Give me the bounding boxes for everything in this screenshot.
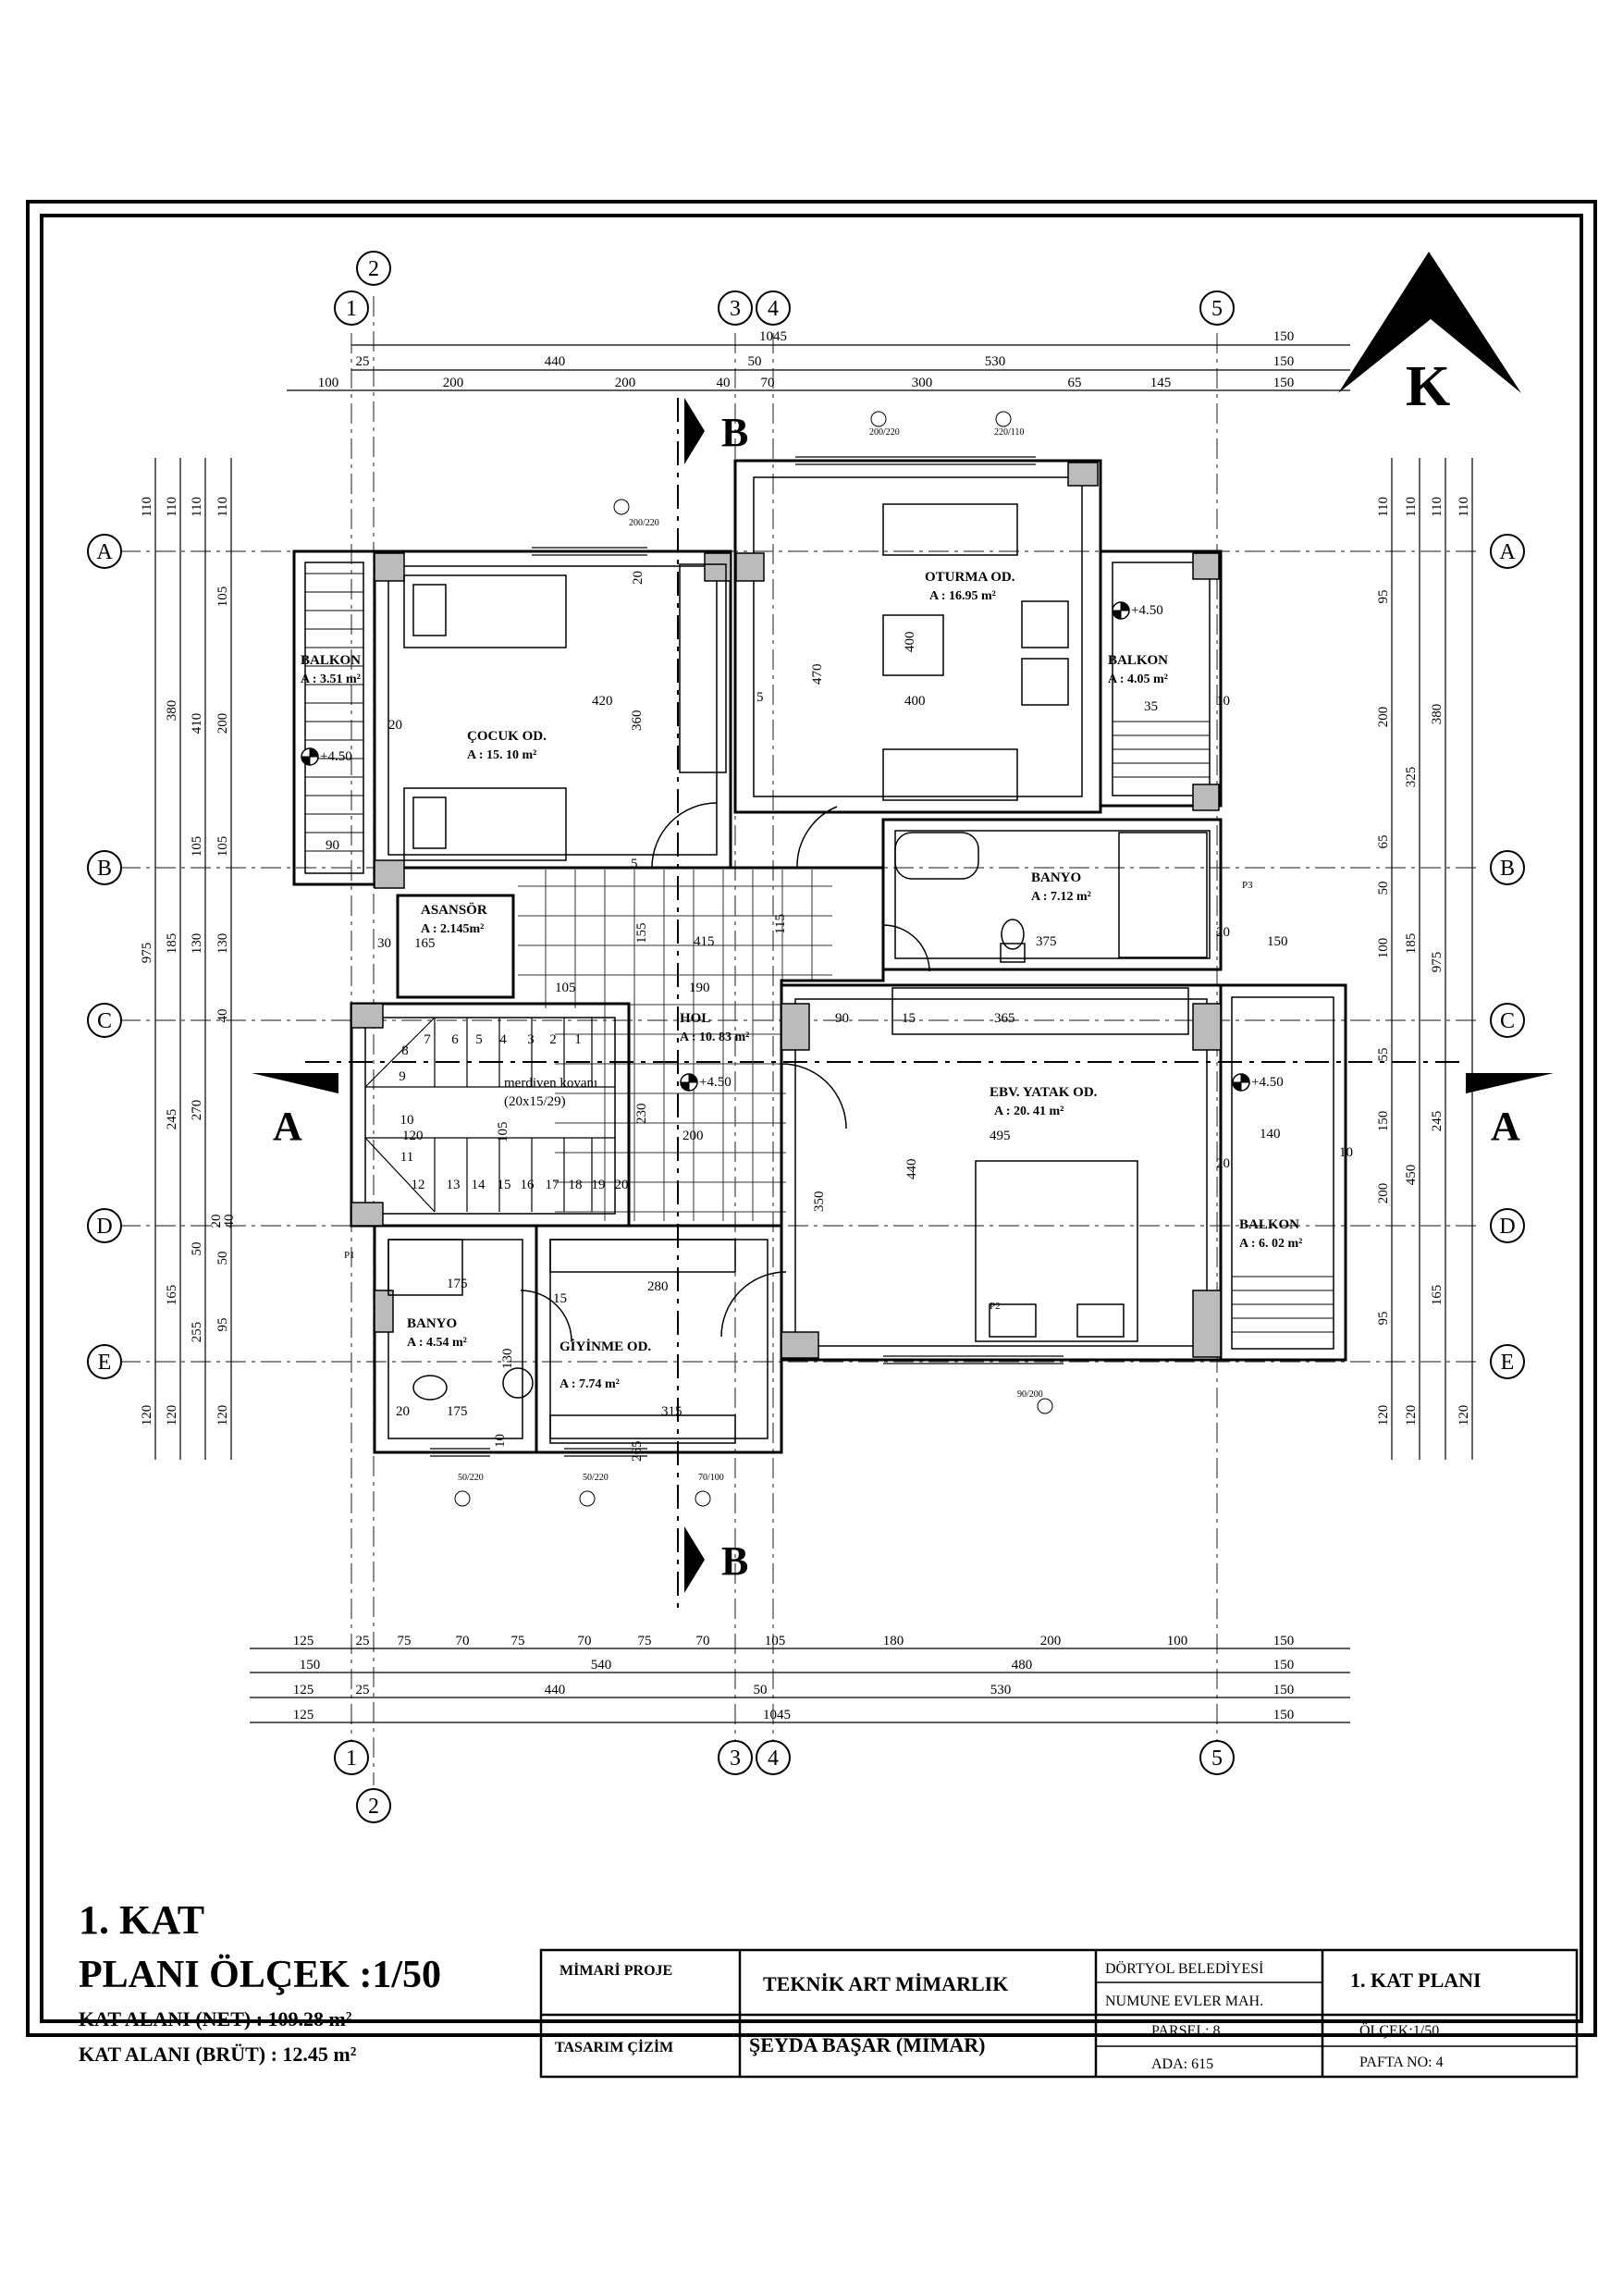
svg-text:100: 100 bbox=[317, 376, 339, 390]
room-name-giyinme: GİYİNME OD. bbox=[559, 1339, 652, 1354]
north-arrow-icon bbox=[1338, 252, 1521, 418]
svg-text:175: 175 bbox=[447, 1404, 468, 1419]
svg-text:110: 110 bbox=[215, 497, 230, 517]
svg-text:200: 200 bbox=[1039, 1634, 1062, 1648]
svg-text:150: 150 bbox=[1267, 934, 1288, 949]
room-name-balkon-nw: BALKON bbox=[301, 653, 362, 668]
room-name-ebv: EBV. YATAK OD. bbox=[990, 1085, 1098, 1100]
svg-text:185: 185 bbox=[1404, 932, 1419, 955]
svg-text:P1: P1 bbox=[344, 1250, 355, 1261]
svg-text:95: 95 bbox=[1376, 1311, 1391, 1326]
svg-text:E: E bbox=[1500, 1351, 1515, 1375]
svg-text:19: 19 bbox=[591, 1178, 606, 1192]
svg-text:265: 265 bbox=[630, 1440, 645, 1462]
svg-text:110: 110 bbox=[165, 497, 179, 517]
room-area-ebv: A : 20. 41 m² bbox=[994, 1105, 1064, 1118]
svg-text:20: 20 bbox=[209, 1214, 224, 1228]
svg-text:90: 90 bbox=[835, 1011, 849, 1026]
svg-text:450: 450 bbox=[1404, 1164, 1419, 1186]
room-area-hol: A : 10. 83 m² bbox=[680, 1031, 750, 1044]
svg-text:200: 200 bbox=[682, 1129, 704, 1143]
svg-text:ÖLÇEK:1/50: ÖLÇEK:1/50 bbox=[1359, 2023, 1440, 2039]
balcony-hatching bbox=[305, 574, 1334, 1332]
svg-text:8: 8 bbox=[401, 1043, 409, 1058]
svg-text:130: 130 bbox=[215, 932, 230, 955]
svg-text:95: 95 bbox=[1376, 589, 1391, 604]
svg-text:+4.50: +4.50 bbox=[1131, 603, 1163, 618]
svg-text:50: 50 bbox=[190, 1241, 204, 1256]
svg-text:120: 120 bbox=[1457, 1404, 1471, 1426]
svg-text:150: 150 bbox=[1273, 329, 1295, 344]
svg-text:110: 110 bbox=[190, 497, 204, 517]
svg-text:2: 2 bbox=[368, 257, 379, 281]
closet-dressing bbox=[550, 1240, 735, 1272]
svg-text:420: 420 bbox=[592, 694, 613, 709]
svg-text:1045: 1045 bbox=[759, 329, 787, 344]
svg-text:75: 75 bbox=[397, 1634, 412, 1648]
room-name-hol: HOL bbox=[680, 1011, 711, 1026]
wardrobe-kid bbox=[680, 564, 726, 772]
svg-text:25: 25 bbox=[355, 1683, 370, 1697]
svg-text:40: 40 bbox=[222, 1214, 237, 1228]
svg-text:155: 155 bbox=[634, 922, 649, 944]
svg-text:110: 110 bbox=[1430, 497, 1445, 517]
svg-text:C: C bbox=[1499, 1009, 1516, 1033]
section-a-left-marker bbox=[252, 1073, 338, 1149]
svg-text:245: 245 bbox=[1430, 1110, 1445, 1132]
svg-text:120: 120 bbox=[402, 1129, 424, 1143]
svg-text:400: 400 bbox=[904, 694, 926, 709]
svg-text:A: A bbox=[96, 540, 113, 564]
title-block-texts bbox=[555, 1960, 1482, 2072]
svg-text:3: 3 bbox=[730, 297, 741, 321]
svg-text:100: 100 bbox=[1166, 1634, 1188, 1648]
bathtub bbox=[895, 833, 978, 879]
svg-text:B: B bbox=[721, 1538, 749, 1584]
svg-text:TASARIM ÇİZİM: TASARIM ÇİZİM bbox=[555, 2040, 674, 2055]
svg-text:55: 55 bbox=[1376, 1047, 1391, 1062]
svg-text:470: 470 bbox=[810, 663, 825, 685]
svg-text:A: A bbox=[273, 1104, 302, 1149]
svg-text:150: 150 bbox=[1273, 1683, 1295, 1697]
svg-text:P3: P3 bbox=[1242, 880, 1253, 891]
svg-text:1: 1 bbox=[574, 1032, 582, 1047]
svg-text:C: C bbox=[96, 1009, 113, 1033]
svg-text:975: 975 bbox=[140, 942, 154, 964]
svg-text:65: 65 bbox=[1376, 834, 1391, 849]
svg-text:K: K bbox=[1406, 355, 1451, 418]
svg-text:360: 360 bbox=[630, 710, 645, 731]
svg-text:440: 440 bbox=[544, 354, 566, 369]
svg-text:P2: P2 bbox=[990, 1301, 1001, 1312]
svg-text:9: 9 bbox=[399, 1069, 406, 1084]
svg-text:TEKNİK ART MİMARLIK: TEKNİK ART MİMARLIK bbox=[763, 1972, 1009, 1995]
room-name-oturma: OTURMA OD. bbox=[925, 570, 1015, 585]
svg-text:255: 255 bbox=[190, 1321, 204, 1343]
svg-text:480: 480 bbox=[1011, 1658, 1033, 1673]
svg-text:50/220: 50/220 bbox=[458, 1473, 484, 1483]
svg-text:150: 150 bbox=[1273, 1658, 1295, 1673]
room-area-banyo-s: A : 4.54 m² bbox=[407, 1336, 467, 1350]
room-area-balkon-ne: A : 4.05 m² bbox=[1108, 673, 1168, 686]
svg-text:B: B bbox=[96, 857, 113, 881]
svg-text:440: 440 bbox=[904, 1158, 919, 1179]
svg-text:5: 5 bbox=[1211, 297, 1223, 321]
svg-text:10: 10 bbox=[493, 1434, 508, 1448]
svg-text:D: D bbox=[1499, 1215, 1516, 1239]
svg-text:D: D bbox=[96, 1215, 113, 1239]
double-bed bbox=[976, 1161, 1137, 1341]
section-b-top-marker bbox=[684, 398, 748, 464]
top-dimension-texts bbox=[318, 329, 1295, 390]
svg-text:365: 365 bbox=[994, 1011, 1015, 1026]
svg-text:5: 5 bbox=[631, 857, 638, 871]
svg-text:115: 115 bbox=[773, 914, 788, 934]
svg-text:400: 400 bbox=[903, 631, 917, 652]
bottom-dimension-lines bbox=[250, 1648, 1350, 1722]
svg-text:125: 125 bbox=[292, 1634, 314, 1648]
room-name-merdiven: merdiven kovanı bbox=[504, 1076, 598, 1091]
svg-text:10: 10 bbox=[400, 1113, 414, 1128]
svg-text:PARSEL: 8: PARSEL: 8 bbox=[1151, 2023, 1221, 2039]
svg-text:15: 15 bbox=[553, 1291, 567, 1306]
right-dimension-texts bbox=[1376, 497, 1471, 1426]
svg-text:6: 6 bbox=[451, 1032, 459, 1047]
svg-text:25: 25 bbox=[355, 354, 370, 369]
room-name-banyo-s: BANYO bbox=[407, 1316, 458, 1331]
svg-text:4: 4 bbox=[499, 1032, 507, 1047]
bottom-dimension-texts bbox=[293, 1634, 1295, 1722]
svg-text:11: 11 bbox=[400, 1150, 414, 1165]
toilet-n bbox=[1002, 920, 1024, 949]
svg-text:175: 175 bbox=[447, 1277, 468, 1291]
svg-text:70: 70 bbox=[455, 1634, 470, 1648]
svg-text:200/220: 200/220 bbox=[869, 427, 900, 438]
svg-text:50: 50 bbox=[1376, 881, 1391, 895]
svg-text:415: 415 bbox=[694, 934, 715, 949]
svg-text:200: 200 bbox=[1376, 1182, 1391, 1204]
svg-text:4: 4 bbox=[768, 1747, 779, 1771]
svg-text:105: 105 bbox=[215, 835, 230, 858]
svg-text:+4.50: +4.50 bbox=[1251, 1075, 1284, 1090]
svg-text:110: 110 bbox=[140, 497, 154, 517]
svg-text:5: 5 bbox=[756, 690, 764, 705]
svg-text:165: 165 bbox=[1430, 1284, 1445, 1306]
svg-text:130: 130 bbox=[500, 1348, 515, 1369]
svg-text:325: 325 bbox=[1404, 766, 1419, 788]
svg-text:NUMUNE EVLER MAH.: NUMUNE EVLER MAH. bbox=[1105, 1994, 1264, 2009]
svg-text:MİMARİ PROJE: MİMARİ PROJE bbox=[559, 1963, 673, 1979]
furniture bbox=[388, 504, 1207, 1443]
svg-text:145: 145 bbox=[1150, 376, 1172, 390]
room-name-balkon-ne: BALKON bbox=[1108, 653, 1169, 668]
svg-text:90/200: 90/200 bbox=[1017, 1389, 1043, 1400]
svg-text:130: 130 bbox=[190, 932, 204, 955]
svg-text:1. KAT PLANI: 1. KAT PLANI bbox=[1350, 1969, 1482, 1992]
bed-bottom bbox=[404, 788, 566, 860]
svg-text:20: 20 bbox=[396, 1404, 410, 1419]
svg-text:10: 10 bbox=[1216, 694, 1230, 709]
left-dimension-lines bbox=[155, 458, 231, 1460]
gross-area: KAT ALANI (BRÜT) : 12.45 m² bbox=[79, 2043, 357, 2066]
svg-text:ŞEYDA BAŞAR (MİMAR): ŞEYDA BAŞAR (MİMAR) bbox=[749, 2033, 986, 2056]
stair-step-numbers bbox=[399, 1032, 628, 1192]
svg-text:5: 5 bbox=[1211, 1747, 1223, 1771]
room-area-giyinme: A : 7.74 m² bbox=[559, 1377, 620, 1391]
svg-text:3: 3 bbox=[527, 1032, 535, 1047]
svg-text:15: 15 bbox=[902, 1011, 916, 1026]
svg-text:70: 70 bbox=[760, 376, 775, 390]
sofa-top bbox=[883, 504, 1017, 555]
svg-text:A: A bbox=[1491, 1104, 1520, 1149]
room-name-banyo-n: BANYO bbox=[1031, 870, 1082, 885]
svg-text:410: 410 bbox=[190, 712, 204, 734]
svg-text:200/220: 200/220 bbox=[629, 518, 659, 528]
left-dimension-texts bbox=[140, 497, 237, 1426]
svg-text:150: 150 bbox=[1273, 1708, 1295, 1722]
svg-text:+4.50: +4.50 bbox=[320, 749, 352, 764]
svg-text:200: 200 bbox=[614, 376, 636, 390]
svg-text:120: 120 bbox=[1376, 1404, 1391, 1426]
svg-text:5: 5 bbox=[475, 1032, 483, 1047]
svg-text:1: 1 bbox=[346, 1747, 357, 1771]
svg-text:380: 380 bbox=[1430, 703, 1445, 725]
windows bbox=[430, 457, 1064, 1456]
svg-text:50: 50 bbox=[215, 1251, 230, 1265]
svg-text:165: 165 bbox=[165, 1284, 179, 1306]
svg-text:35: 35 bbox=[1144, 699, 1158, 714]
svg-text:20: 20 bbox=[1216, 925, 1230, 940]
svg-text:530: 530 bbox=[984, 354, 1006, 369]
svg-text:100: 100 bbox=[1376, 937, 1391, 959]
room-area-balkon-e: A : 6. 02 m² bbox=[1239, 1237, 1303, 1251]
walls bbox=[294, 461, 1346, 1452]
door-swings bbox=[521, 803, 929, 1341]
svg-text:375: 375 bbox=[1036, 934, 1057, 949]
svg-text:150: 150 bbox=[299, 1658, 321, 1673]
svg-text:12: 12 bbox=[411, 1178, 425, 1192]
svg-text:ADA: 615: ADA: 615 bbox=[1151, 2056, 1214, 2072]
bed-top bbox=[404, 575, 566, 648]
room-area-balkon-nw: A : 3.51 m² bbox=[301, 673, 361, 686]
svg-text:B: B bbox=[1499, 857, 1516, 881]
room-name-cocuk: ÇOCUK OD. bbox=[467, 729, 547, 744]
svg-text:B: B bbox=[721, 410, 749, 455]
svg-text:70: 70 bbox=[695, 1634, 710, 1648]
svg-text:75: 75 bbox=[637, 1634, 652, 1648]
svg-text:120: 120 bbox=[1404, 1404, 1419, 1426]
svg-text:350: 350 bbox=[812, 1191, 827, 1212]
svg-text:245: 245 bbox=[165, 1108, 179, 1130]
svg-text:120: 120 bbox=[165, 1404, 179, 1426]
room-area-asansor: A : 2.145m² bbox=[421, 922, 485, 936]
svg-text:90: 90 bbox=[326, 838, 339, 853]
svg-text:1045: 1045 bbox=[763, 1708, 791, 1722]
svg-text:105: 105 bbox=[496, 1121, 510, 1142]
svg-text:14: 14 bbox=[471, 1178, 486, 1192]
svg-text:120: 120 bbox=[215, 1404, 230, 1426]
svg-text:540: 540 bbox=[590, 1658, 612, 1673]
toilet-s bbox=[413, 1376, 447, 1400]
svg-text:380: 380 bbox=[165, 699, 179, 722]
svg-text:230: 230 bbox=[634, 1103, 649, 1124]
svg-text:495: 495 bbox=[990, 1129, 1011, 1143]
svg-text:105: 105 bbox=[215, 586, 230, 608]
svg-text:185: 185 bbox=[165, 932, 179, 955]
sofa-bottom bbox=[883, 749, 1017, 800]
svg-text:125: 125 bbox=[292, 1708, 314, 1722]
svg-text:440: 440 bbox=[544, 1683, 566, 1697]
svg-text:110: 110 bbox=[1376, 497, 1391, 517]
svg-text:200: 200 bbox=[442, 376, 464, 390]
svg-text:40: 40 bbox=[716, 376, 731, 390]
svg-text:17: 17 bbox=[545, 1178, 559, 1192]
svg-text:75: 75 bbox=[510, 1634, 525, 1648]
svg-text:50/220: 50/220 bbox=[583, 1473, 609, 1483]
svg-text:70/100: 70/100 bbox=[698, 1473, 724, 1483]
room-area-banyo-n: A : 7.12 m² bbox=[1031, 890, 1091, 904]
svg-text:95: 95 bbox=[215, 1317, 230, 1332]
room-name-asansor: ASANSÖR bbox=[421, 903, 487, 918]
svg-text:270: 270 bbox=[190, 1099, 204, 1121]
svg-text:165: 165 bbox=[414, 936, 436, 951]
svg-text:25: 25 bbox=[355, 1634, 370, 1648]
room-area-oturma: A : 16.95 m² bbox=[929, 589, 996, 603]
svg-text:1: 1 bbox=[346, 297, 357, 321]
title-line1: 1. KAT bbox=[79, 1897, 205, 1943]
svg-text:DÖRTYOL BELEDİYESİ: DÖRTYOL BELEDİYESİ bbox=[1105, 1961, 1264, 1977]
svg-text:20: 20 bbox=[388, 718, 402, 733]
svg-text:7: 7 bbox=[424, 1032, 431, 1047]
svg-text:220/110: 220/110 bbox=[994, 427, 1025, 438]
svg-text:PAFTA NO: 4: PAFTA NO: 4 bbox=[1359, 2055, 1444, 2070]
svg-text:125: 125 bbox=[292, 1683, 314, 1697]
svg-text:300: 300 bbox=[911, 376, 933, 390]
svg-text:65: 65 bbox=[1067, 376, 1082, 390]
svg-text:30: 30 bbox=[377, 936, 391, 951]
svg-text:2: 2 bbox=[549, 1032, 557, 1047]
svg-text:3: 3 bbox=[730, 1747, 741, 1771]
svg-text:A: A bbox=[1499, 540, 1516, 564]
svg-text:150: 150 bbox=[1273, 354, 1295, 369]
svg-text:110: 110 bbox=[1457, 497, 1471, 517]
svg-text:20: 20 bbox=[614, 1178, 629, 1192]
svg-text:200: 200 bbox=[215, 712, 230, 734]
room-name-balkon-e: BALKON bbox=[1239, 1217, 1300, 1232]
svg-text:50: 50 bbox=[753, 1683, 768, 1697]
svg-text:150: 150 bbox=[1376, 1110, 1391, 1132]
room-area-cocuk: A : 15. 10 m² bbox=[467, 748, 537, 762]
svg-text:110: 110 bbox=[1404, 497, 1419, 517]
svg-text:+4.50: +4.50 bbox=[699, 1075, 732, 1090]
svg-text:70: 70 bbox=[577, 1634, 592, 1648]
title-line2: PLANI ÖLÇEK :1/50 bbox=[79, 1954, 442, 1996]
svg-text:140: 140 bbox=[1260, 1127, 1281, 1142]
svg-text:190: 190 bbox=[689, 981, 710, 995]
svg-text:530: 530 bbox=[990, 1683, 1012, 1697]
svg-text:40: 40 bbox=[215, 1008, 230, 1023]
svg-text:18: 18 bbox=[568, 1178, 583, 1192]
net-area: KAT ALANI (NET) : 109.28 m² bbox=[79, 2007, 352, 2031]
svg-text:50: 50 bbox=[747, 354, 762, 369]
svg-text:105: 105 bbox=[764, 1634, 786, 1648]
svg-text:200: 200 bbox=[1376, 706, 1391, 728]
svg-text:315: 315 bbox=[661, 1404, 682, 1419]
section-b-bottom-marker bbox=[684, 1526, 748, 1593]
svg-text:20: 20 bbox=[631, 571, 646, 585]
svg-text:20: 20 bbox=[1216, 1156, 1230, 1171]
svg-text:13: 13 bbox=[446, 1178, 461, 1192]
svg-text:10: 10 bbox=[1339, 1145, 1353, 1160]
svg-text:15: 15 bbox=[497, 1178, 511, 1192]
room-area-merdiven: (20x15/29) bbox=[504, 1094, 566, 1109]
svg-text:150: 150 bbox=[1273, 1634, 1295, 1648]
svg-text:16: 16 bbox=[520, 1178, 535, 1192]
svg-text:120: 120 bbox=[140, 1404, 154, 1426]
sheet-title bbox=[79, 1897, 441, 2066]
svg-text:E: E bbox=[97, 1351, 112, 1375]
svg-text:105: 105 bbox=[190, 835, 204, 858]
svg-text:150: 150 bbox=[1273, 376, 1295, 390]
wardrobe-master bbox=[892, 988, 1188, 1034]
svg-text:180: 180 bbox=[882, 1634, 904, 1648]
shower bbox=[1119, 833, 1207, 957]
svg-text:4: 4 bbox=[768, 297, 779, 321]
section-a-right-marker bbox=[1466, 1073, 1554, 1149]
svg-text:975: 975 bbox=[1430, 951, 1445, 973]
svg-text:280: 280 bbox=[647, 1279, 669, 1294]
sink-s bbox=[503, 1368, 533, 1398]
svg-text:105: 105 bbox=[555, 981, 576, 995]
svg-text:2: 2 bbox=[368, 1795, 379, 1819]
